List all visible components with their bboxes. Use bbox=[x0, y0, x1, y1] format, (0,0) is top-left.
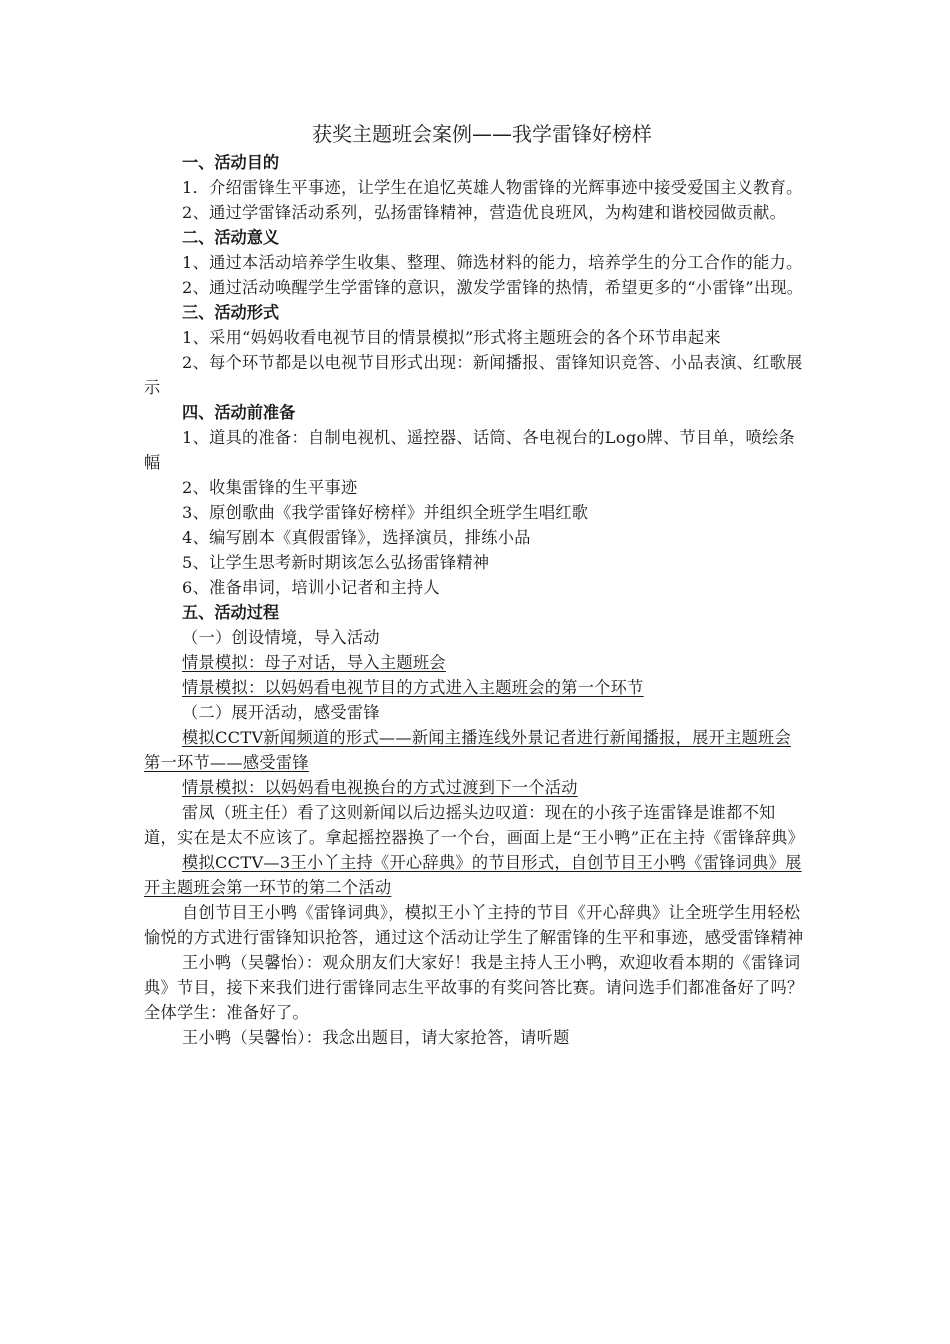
paragraph: 2、通过学雷锋活动系列，弘扬雷锋精神，营造优良班风，为构建和谐校园做贡献。 bbox=[182, 203, 787, 222]
paragraph: 4、编写剧本《真假雷锋》，选择演员，排练小品 bbox=[182, 528, 531, 547]
section-heading-process: 五、活动过程 bbox=[182, 603, 280, 622]
paragraph: 1、道具的准备：自制电视机、遥控器、话筒、各电视台的Logo牌、节目单，喷绘条幅 bbox=[144, 428, 795, 472]
section-heading-purpose: 一、活动目的 bbox=[182, 153, 280, 172]
section-heading-form: 三、活动形式 bbox=[182, 303, 280, 322]
paragraph: 2、通过活动唤醒学生学雷锋的意识，激发学雷锋的热情，希望更多的“小雷锋”出现。 bbox=[182, 278, 804, 297]
underlined-paragraph: 模拟CCTV新闻频道的形式——新闻主播连线外景记者进行新闻播报，展开主题班会第一环节——感受雷锋 bbox=[144, 728, 792, 772]
section-heading-significance: 二、活动意义 bbox=[182, 228, 280, 247]
paragraph: 2、收集雷锋的生平事迹 bbox=[182, 478, 358, 497]
underlined-paragraph: 模拟CCTV—3王小丫主持《开心辞典》的节目形式，自创节目王小鸭《雷锋词典》展开主题班会第一环节的第二个活动 bbox=[144, 853, 802, 897]
paragraph: 王小鸭（吴馨怡）：观众朋友们大家好！我是主持人王小鸭，欢迎收看本期的《雷锋词典》节目，接下来我们进行雷锋同志生平故事的有奖问答比赛。请问选手们都准备好了吗？全体学生：准备好了。 bbox=[144, 953, 804, 1022]
paragraph: 1、通过本活动培养学生收集、整理、筛选材料的能力，培养学生的分工合作的能力。 bbox=[182, 253, 803, 272]
underlined-paragraph: 情景模拟：以妈妈看电视节目的方式进入主题班会的第一个环节 bbox=[182, 678, 644, 697]
paragraph: 3、原创歌曲《我学雷锋好榜样》并组织全班学生唱红歌 bbox=[182, 503, 589, 522]
paragraph: 5、让学生思考新时期该怎么弘扬雷锋精神 bbox=[182, 553, 490, 572]
paragraph: 6、准备串词，培训小记者和主持人 bbox=[182, 578, 440, 597]
paragraph: 王小鸭（吴馨怡）：我念出题目，请大家抢答，请听题 bbox=[182, 1028, 570, 1047]
paragraph: 雷凤（班主任）看了这则新闻以后边摇头边叹道：现在的小孩子连雷锋是谁都不知道，实在是太不应该了。拿起摇控器换了一个台，画面上是“王小鸭”正在主持《雷锋辞典》 bbox=[144, 803, 805, 847]
paragraph: 自创节目王小鸭《雷锋词典》，模拟王小丫主持的节目《开心辞典》让全班学生用轻松愉悦的方式进行雷锋知识抢答，通过这个活动让学生了解雷锋的生平和事迹，感受雷锋精神 bbox=[144, 903, 804, 947]
document-body bbox=[144, 120, 806, 1050]
paragraph: 1．介绍雷锋生平事迹，让学生在追忆英雄人物雷锋的光辉事迹中接受爱国主义教育。 bbox=[182, 178, 803, 197]
document-title: 获奖主题班会案例——我学雷锋好榜样 bbox=[312, 122, 652, 146]
paragraph: 2、每个环节都是以电视节目形式出现：新闻播报、雷锋知识竞答、小品表演、红歌展示 bbox=[144, 353, 803, 397]
subheading: （二）展开活动，感受雷锋 bbox=[182, 703, 380, 722]
underlined-paragraph: 情景模拟：以妈妈看电视换台的方式过渡到下一个活动 bbox=[182, 778, 578, 797]
paragraph: 1、采用“妈妈收看电视节目的情景模拟”形式将主题班会的各个环节串起来 bbox=[182, 328, 721, 347]
underlined-paragraph: 情景模拟：母子对话，导入主题班会 bbox=[182, 653, 446, 672]
section-heading-preparation: 四、活动前准备 bbox=[182, 403, 296, 422]
subheading: （一）创设情境，导入活动 bbox=[182, 628, 380, 647]
